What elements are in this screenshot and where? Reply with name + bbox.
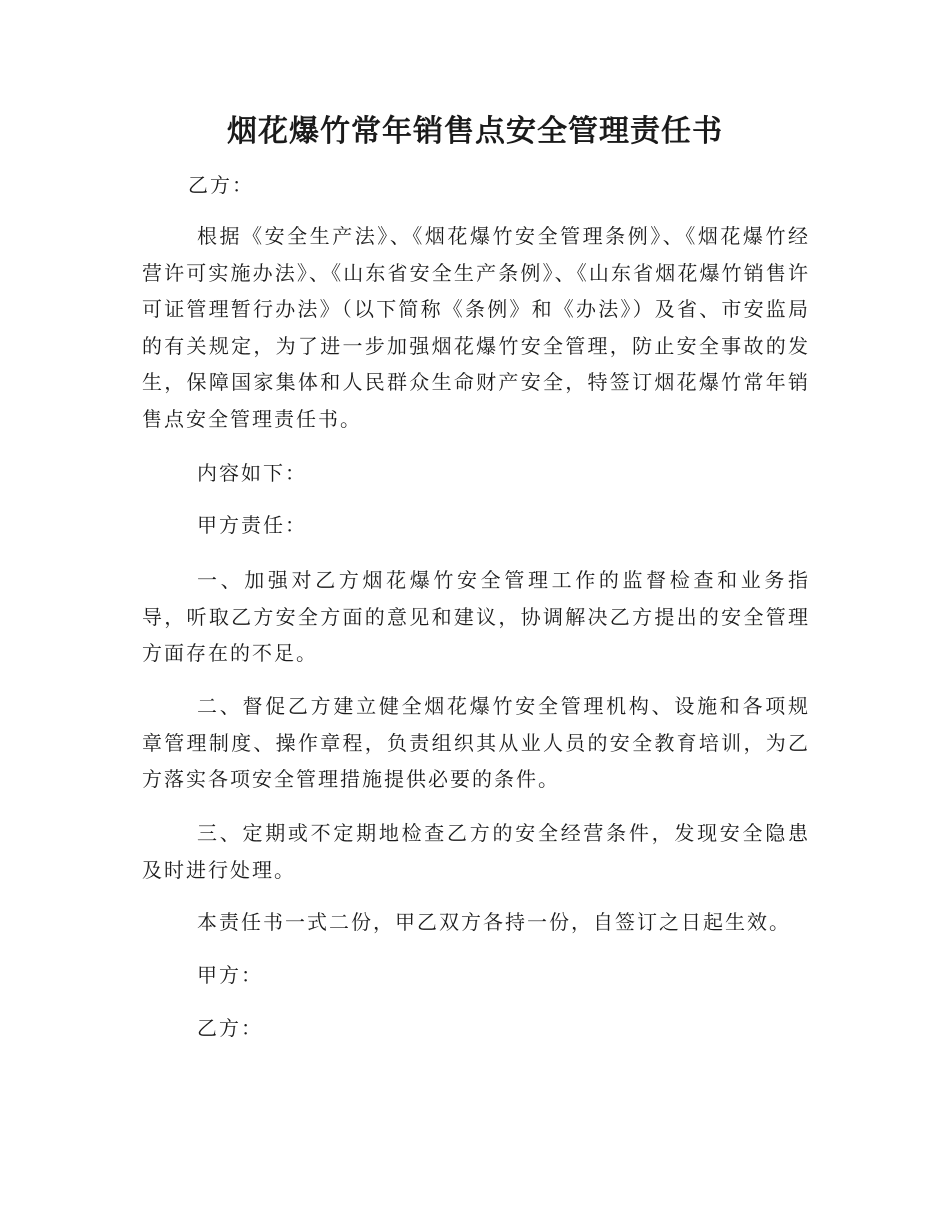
clause-3: 三、定期或不定期地检查乙方的安全经营条件，发现安全隐患及时进行处理。 [142,821,810,882]
intro-paragraph: 根据《安全生产法》、《烟花爆竹安全管理条例》、《烟花爆竹经营许可实施办法》、《山东省安全生产条例》、《山东省烟花爆竹销售许可证管理暂行办法》（以下简称《条例》和《办法》）及省、市安监局的有关规定，为了进一步加强烟花爆竹安全管理，防止安全事故的发生，保障国家集体和人民群众生命财产安全，特签订烟花爆竹常年销售点安全管理责任书。 [142,224,810,431]
clause-2: 二、督促乙方建立健全烟花爆竹安全管理机构、设施和各项规章管理制度、操作章程，负责组织其从业人员的安全教育培训，为乙方落实各项安全管理措施提供必要的条件。 [142,694,810,791]
party-a-duty-heading: 甲方责任： [197,513,307,537]
party-b-header: 乙方： [188,173,254,197]
party-a-signature: 甲方： [197,963,263,987]
clause-1: 一、加强对乙方烟花爆竹安全管理工作的监督检查和业务指导，听取乙方安全方面的意见和建议，协调解决乙方提出的安全管理方面存在的不足。 [142,568,810,665]
effective-statement: 本责任书一式二份，甲乙双方各持一份，自签订之日起生效。 [197,910,791,934]
document-title: 烟花爆竹常年销售点安全管理责任书 [227,114,723,149]
party-b-signature: 乙方： [197,1016,263,1040]
content-heading: 内容如下： [197,461,307,485]
